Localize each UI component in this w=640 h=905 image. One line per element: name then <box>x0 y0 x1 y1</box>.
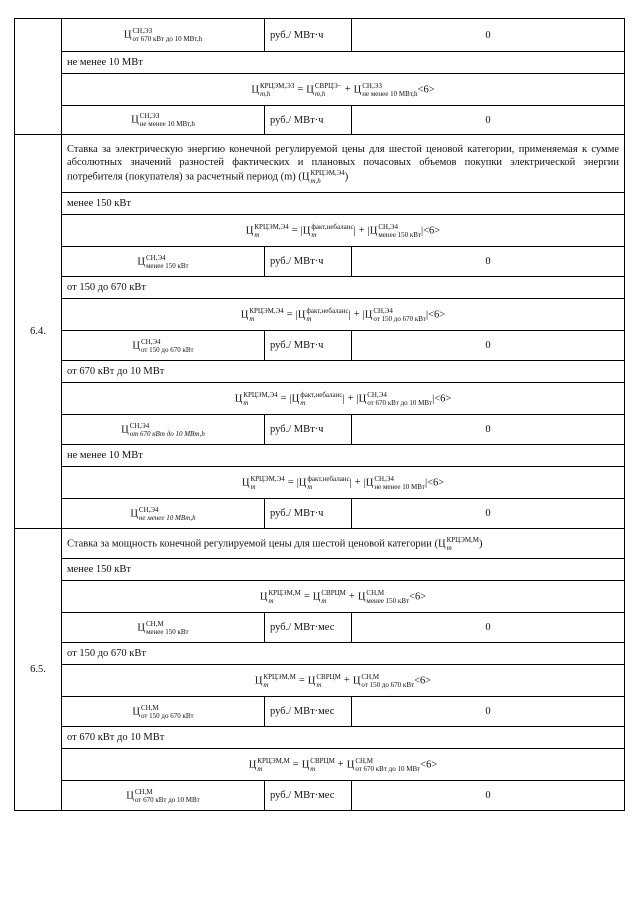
value-cell: 0 <box>352 331 625 361</box>
table-row <box>15 277 625 299</box>
table-row <box>15 19 625 52</box>
table-row <box>15 499 625 529</box>
table-row <box>15 665 625 697</box>
rate-symbol: Ц СН,ЭЗ не менее 10 МВт,h <box>62 106 265 135</box>
value-cell: 0 <box>352 415 625 445</box>
unit-cell: руб./ МВт·ч <box>265 331 352 361</box>
formula-cell: Ц КРЦЭМ,М m = Ц СВРЦМ m + Ц СН,М менее 150 кВт <6> <box>62 581 625 613</box>
formula-cell: Ц КРЦЭМ,Э4 m = |Ц факт,небаланс m | + |Ц СН,Э4 от 670 кВт до 10 МВт |<6> <box>62 383 625 415</box>
rate-symbol: Ц СН,Э4 не менее 10 МВт,h <box>62 499 265 529</box>
table-row <box>15 383 625 415</box>
table-row <box>15 106 625 135</box>
table-row <box>15 331 625 361</box>
section-description: Ставка за мощность конечной регулируемой цены для шестой ценовой категории (Ц КРЦЭМ,М m ) <box>62 529 625 559</box>
rate-symbol: Ц СН,ЭЗ от 670 кВт до 10 МВт,h <box>62 19 265 52</box>
range-label: от 150 до 670 кВт <box>62 643 625 665</box>
table-row <box>15 727 625 749</box>
formula-cell: Ц КРЦЭМ,Э4 m = |Ц факт,небаланс m | + |Ц СН,Э4 от 150 до 670 кВт |<6> <box>62 299 625 331</box>
unit-cell: руб./ МВт·мес <box>265 697 352 727</box>
value-cell: 0 <box>352 106 625 135</box>
row-number-cell <box>15 19 62 135</box>
formula-cell: Ц КРЦЭМ,М m = Ц СВРЦМ m + Ц СН,М от 670 кВт до 10 МВт <6> <box>62 749 625 781</box>
table-row <box>15 215 625 247</box>
table-row <box>15 643 625 665</box>
formula-cell: Ц КРЦЭМ,М m = Ц СВРЦМ m + Ц СН,М от 150 до 670 кВт <6> <box>62 665 625 697</box>
table-row <box>15 529 625 559</box>
unit-cell: руб./ МВт·мес <box>265 781 352 811</box>
unit-cell: руб./ МВт·ч <box>265 19 352 52</box>
rate-symbol: Ц СН,Э4 от 670 кВт до 10 МВт,h <box>62 415 265 445</box>
table-row <box>15 415 625 445</box>
table-row <box>15 581 625 613</box>
table-row <box>15 445 625 467</box>
unit-cell: руб./ МВт·мес <box>265 613 352 643</box>
formula-cell: Ц КРЦЭМ,Э4 m = |Ц факт,небаланс m | + |Ц СН,Э4 не менее 10 МВт |<6> <box>62 467 625 499</box>
range-label: от 670 кВт до 10 МВт <box>62 727 625 749</box>
value-cell: 0 <box>352 499 625 529</box>
range-label: от 670 кВт до 10 МВт <box>62 361 625 383</box>
unit-cell: руб./ МВт·ч <box>265 415 352 445</box>
value-cell: 0 <box>352 613 625 643</box>
table-row <box>15 299 625 331</box>
section-number: 6.4. <box>15 135 62 529</box>
table-row <box>15 697 625 727</box>
table-row <box>15 135 625 193</box>
unit-cell: руб./ МВт·ч <box>265 247 352 277</box>
tariff-table <box>14 18 625 811</box>
unit-cell: руб./ МВт·ч <box>265 499 352 529</box>
table-row <box>15 559 625 581</box>
section-description: Ставка за электрическую энергию конечной регулируемой цены для шестой ценовой категории, применяемая к сумме абсолютных значений разностей фактических и плановых почасовых объемов покупки электрической энергии потребителя (покупателя) за расчетный период (m) (Ц КРЦЭМ,Э4 m,h ) <box>62 135 625 193</box>
value-cell: 0 <box>352 19 625 52</box>
table-row <box>15 749 625 781</box>
table-row <box>15 247 625 277</box>
table-row <box>15 52 625 74</box>
table-row <box>15 74 625 106</box>
rate-symbol: Ц СН,М от 150 до 670 кВт <box>62 697 265 727</box>
rate-symbol: Ц СН,М менее 150 кВт <box>62 613 265 643</box>
rate-symbol: Ц СН,Э4 от 150 до 670 кВт <box>62 331 265 361</box>
value-cell: 0 <box>352 781 625 811</box>
table-row <box>15 467 625 499</box>
formula-cell: Ц КРЦЭМ,Э4 m = |Ц факт,небаланс m | + |Ц СН,Э4 менее 150 кВт |<6> <box>62 215 625 247</box>
range-label: менее 150 кВт <box>62 559 625 581</box>
value-cell: 0 <box>352 247 625 277</box>
range-label: не менее 10 МВт <box>62 52 625 74</box>
rate-symbol: Ц СН,Э4 менее 150 кВт <box>62 247 265 277</box>
range-label: менее 150 кВт <box>62 193 625 215</box>
range-label: от 150 до 670 кВт <box>62 277 625 299</box>
range-label: не менее 10 МВт <box>62 445 625 467</box>
section-number: 6.5. <box>15 529 62 811</box>
table-row <box>15 361 625 383</box>
table-row <box>15 193 625 215</box>
unit-cell: руб./ МВт·ч <box>265 106 352 135</box>
value-cell: 0 <box>352 697 625 727</box>
formula-cell: Ц КРЦЭМ,ЭЗ m,h = Ц СВРЦЭ− m,h + Ц СН,ЭЗ не менее 10 МВт,h <6> <box>62 74 625 106</box>
table-row <box>15 613 625 643</box>
rate-symbol: Ц СН,М от 670 кВт до 10 МВт <box>62 781 265 811</box>
table-row <box>15 781 625 811</box>
